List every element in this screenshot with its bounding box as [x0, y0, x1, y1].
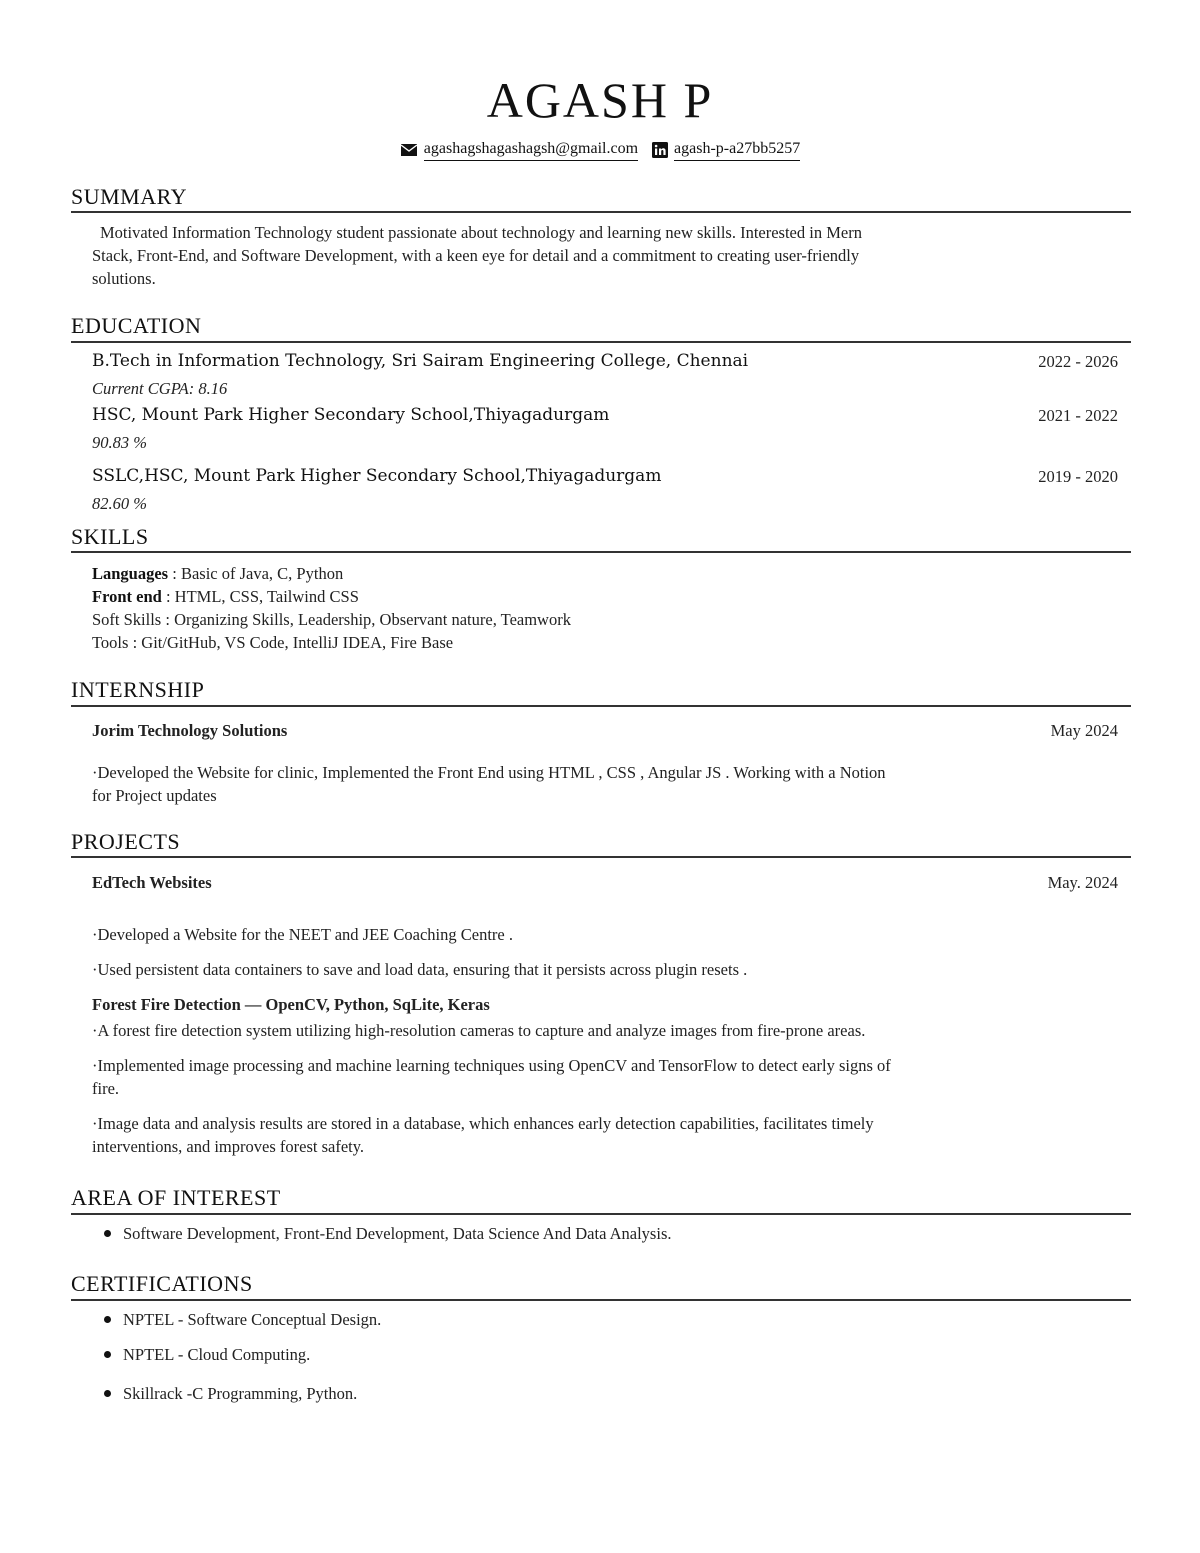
summary-line: Stack, Front-End, and Software Development, with a keen eye for detail and a commitment to creating user-friendly — [92, 246, 860, 265]
education-degree: SSLC,HSC, Mount Park Higher Secondary School,Thiyagadurgam — [92, 466, 662, 486]
education-years: 2019 - 2020 — [1038, 467, 1118, 486]
project-name: EdTech Websites — [92, 873, 212, 892]
section-title-education: EDUCATION — [71, 313, 202, 338]
internship-date: May 2024 — [1050, 721, 1118, 740]
project-bullet: ·Developed a Website for the NEET and JEE Coaching Centre . — [92, 925, 513, 944]
education-years: 2021 - 2022 — [1038, 406, 1118, 425]
section-title-certifications: CERTIFICATIONS — [71, 1271, 253, 1296]
bullet-icon — [104, 1316, 111, 1323]
candidate-name: AGASH P — [486, 72, 714, 128]
linkedin-contact — [652, 139, 800, 161]
section-divider — [71, 1213, 1131, 1215]
section-divider — [71, 705, 1131, 707]
section-divider — [71, 341, 1131, 343]
certification-item: NPTEL - Software Conceptual Design. — [104, 1308, 381, 1331]
email-contact — [400, 139, 638, 161]
project-bullet: ·Image data and analysis results are stored in a database, which enhances early detection capabilities, facilitates timely — [92, 1114, 874, 1133]
education-detail: 82.60 % — [92, 494, 147, 513]
education-degree: HSC, Mount Park Higher Secondary School,Thiyagadurgam — [92, 405, 610, 425]
project-name: Forest Fire Detection — OpenCV, Python, SqLite, Keras — [92, 995, 490, 1014]
certification-item: Skillrack -C Programming, Python. — [104, 1382, 357, 1405]
project-bullet: interventions, and improves forest safety. — [92, 1137, 365, 1156]
summary-text — [92, 221, 1132, 290]
internship-description — [92, 761, 1137, 807]
education-years: 2022 - 2026 — [1038, 352, 1118, 371]
project-bullet: ·Used persistent data containers to save and load data, ensuring that it persists across plugin resets . — [92, 960, 748, 979]
envelope-icon — [400, 143, 418, 157]
skill-row: Front end : HTML, CSS, Tailwind CSS — [92, 587, 359, 606]
bullet-icon — [104, 1230, 111, 1237]
bullet-icon — [104, 1351, 111, 1358]
section-title-internship: INTERNSHIP — [71, 677, 205, 702]
certification-item: NPTEL - Cloud Computing. — [104, 1343, 310, 1366]
education-degree: B.Tech in Information Technology, Sri Sairam Engineering College, Chennai — [92, 351, 749, 371]
section-divider — [71, 551, 1131, 553]
project-date: May. 2024 — [1047, 873, 1118, 892]
email-link[interactable]: agashagshagashagsh@gmail.com — [424, 139, 638, 161]
contact-line — [0, 139, 1200, 161]
section-title-summary: SUMMARY — [71, 184, 187, 209]
bullet-icon — [104, 1390, 111, 1397]
linkedin-link[interactable]: agash-p-a27bb5257 — [674, 139, 800, 161]
summary-line: Motivated Information Technology student passionate about technology and learning new skills. Interested in Mern — [100, 223, 862, 242]
section-title-interest: AREA OF INTEREST — [71, 1185, 281, 1210]
section-title-projects: PROJECTS — [71, 829, 181, 854]
section-divider — [71, 856, 1131, 858]
linkedin-icon — [652, 142, 668, 158]
description-line: ·Developed the Website for clinic, Implemented the Front End using HTML , CSS , Angular JS . Working with a Notion — [92, 763, 886, 782]
description-line: for Project updates — [92, 786, 217, 805]
skills-list — [92, 562, 571, 654]
skill-row: Soft Skills : Organizing Skills, Leadership, Observant nature, Teamwork — [92, 610, 571, 629]
education-detail: Current CGPA: 8.16 — [92, 379, 228, 398]
project-bullet: fire. — [92, 1079, 120, 1098]
section-divider — [71, 1299, 1131, 1301]
section-title-skills: SKILLS — [71, 524, 149, 549]
skill-row: Tools : Git/GitHub, VS Code, IntelliJ IDEA, Fire Base — [92, 633, 454, 652]
project-bullet: ·A forest fire detection system utilizing high-resolution cameras to capture and analyze images from fire-prone areas. — [92, 1021, 866, 1040]
section-divider — [71, 211, 1131, 213]
internship-company: Jorim Technology Solutions — [92, 721, 288, 740]
summary-line: solutions. — [92, 269, 156, 288]
skill-row: Languages : Basic of Java, C, Python — [92, 564, 344, 583]
interest-item: Software Development, Front-End Development, Data Science And Data Analysis. — [104, 1222, 672, 1245]
project-bullet: ·Implemented image processing and machine learning techniques using OpenCV and TensorFlow to detect early signs of — [92, 1056, 891, 1075]
education-detail: 90.83 % — [92, 433, 147, 452]
